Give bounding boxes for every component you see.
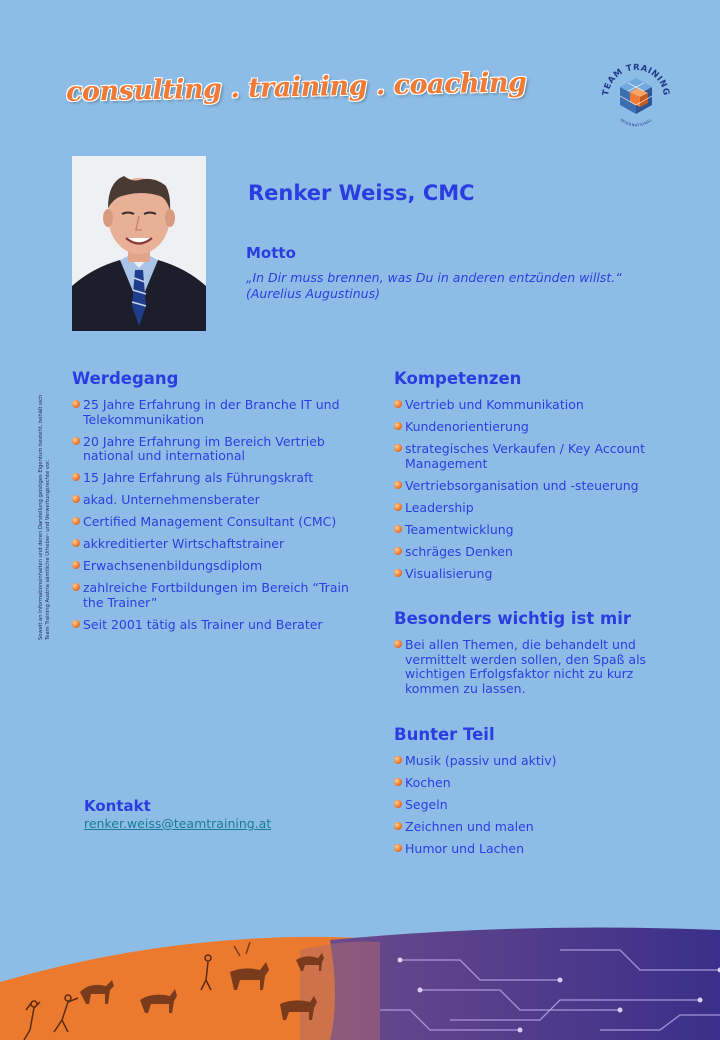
bullet-icon <box>394 756 402 764</box>
kompetenzen-list <box>394 398 674 589</box>
list-item: Kochen <box>394 776 674 791</box>
list-item: Vertriebsorganisation und -steuerung <box>394 479 674 494</box>
list-item: Visualisierung <box>394 567 674 582</box>
bullet-icon <box>394 569 402 577</box>
bullet-icon <box>394 800 402 808</box>
bullet-icon <box>394 822 402 830</box>
list-item: Leadership <box>394 501 674 516</box>
list-item: Segeln <box>394 798 674 813</box>
motto-quote: „In Dir muss brennen, was Du in anderen entzünden willst.“ <box>246 270 622 285</box>
tagline: consulting . training . coaching <box>65 67 527 108</box>
bullet-icon <box>394 481 402 489</box>
logo-text: TEAM TRAINING <box>601 62 672 97</box>
bullet-icon <box>394 422 402 430</box>
list-item: 15 Jahre Erfahrung als Führungskraft <box>72 471 357 486</box>
portrait-photo <box>72 156 206 331</box>
motto-text <box>246 270 626 302</box>
bullet-icon <box>72 583 80 591</box>
motto-author: (Aurelius Augustinus) <box>246 286 380 301</box>
besonders-list <box>394 638 659 704</box>
werdegang-title: Werdegang <box>72 369 179 388</box>
werdegang-list <box>72 398 357 640</box>
copyright-side-note: Soweit an Informationsinhalten und deren Darstellung geistiges Eigentum besteht, behält sich Team Training Austria sämtliche Urheber- und Verwertungsrechte vor. <box>38 394 51 640</box>
bullet-icon <box>72 620 80 628</box>
list-item: 20 Jahre Erfahrung im Bereich Vertrieb national und international <box>72 435 357 464</box>
bunter-list <box>394 754 674 864</box>
list-item: Vertrieb und Kommunikation <box>394 398 674 413</box>
logo-subtext: INTERNATIONAL <box>619 117 653 128</box>
kontakt-title: Kontakt <box>84 797 151 815</box>
bunter-title: Bunter Teil <box>394 725 495 744</box>
bullet-icon <box>394 525 402 533</box>
team-training-logo <box>596 60 676 140</box>
list-item: Teamentwicklung <box>394 523 674 538</box>
footer-banner <box>0 920 720 1040</box>
email-link[interactable]: renker.weiss@teamtraining.at <box>84 816 272 831</box>
bullet-icon <box>72 495 80 503</box>
list-item: Zeichnen und malen <box>394 820 674 835</box>
bullet-icon <box>72 561 80 569</box>
besonders-title: Besonders wichtig ist mir <box>394 609 631 628</box>
list-item: akad. Unternehmensberater <box>72 493 357 508</box>
bullet-icon <box>394 844 402 852</box>
bullet-icon <box>72 473 80 481</box>
kompetenzen-title: Kompetenzen <box>394 369 522 388</box>
bullet-icon <box>72 517 80 525</box>
list-item: Kundenorientierung <box>394 420 674 435</box>
list-item: schräges Denken <box>394 545 674 560</box>
list-item: Certified Management Consultant (CMC) <box>72 515 357 530</box>
bullet-icon <box>394 400 402 408</box>
list-item: Erwachsenenbildungsdiplom <box>72 559 357 574</box>
list-item: Bei allen Themen, die behandelt und vermittelt werden sollen, den Spaß als wichtigen Erfolgsfaktor nicht zu kurz kommen zu lassen. <box>394 638 659 696</box>
person-name: Renker Weiss, CMC <box>248 181 475 205</box>
list-item: Musik (passiv und aktiv) <box>394 754 674 769</box>
list-item: akkreditierter Wirtschaftstrainer <box>72 537 357 552</box>
bullet-icon <box>394 778 402 786</box>
motto-heading: Motto <box>246 244 296 262</box>
bullet-icon <box>394 640 402 648</box>
list-item: strategisches Verkaufen / Key Account Management <box>394 442 674 471</box>
bullet-icon <box>394 503 402 511</box>
svg-text:INTERNATIONAL <box>619 118 653 128</box>
list-item: Humor und Lachen <box>394 842 674 857</box>
bullet-icon <box>72 400 80 408</box>
bullet-icon <box>72 539 80 547</box>
bullet-icon <box>72 437 80 445</box>
bullet-icon <box>394 547 402 555</box>
bullet-icon <box>394 444 402 452</box>
list-item: 25 Jahre Erfahrung in der Branche IT und Telekommunikation <box>72 398 357 427</box>
list-item: zahlreiche Fortbildungen im Bereich “Train the Trainer” <box>72 581 357 610</box>
list-item: Seit 2001 tätig als Trainer und Berater <box>72 618 357 633</box>
